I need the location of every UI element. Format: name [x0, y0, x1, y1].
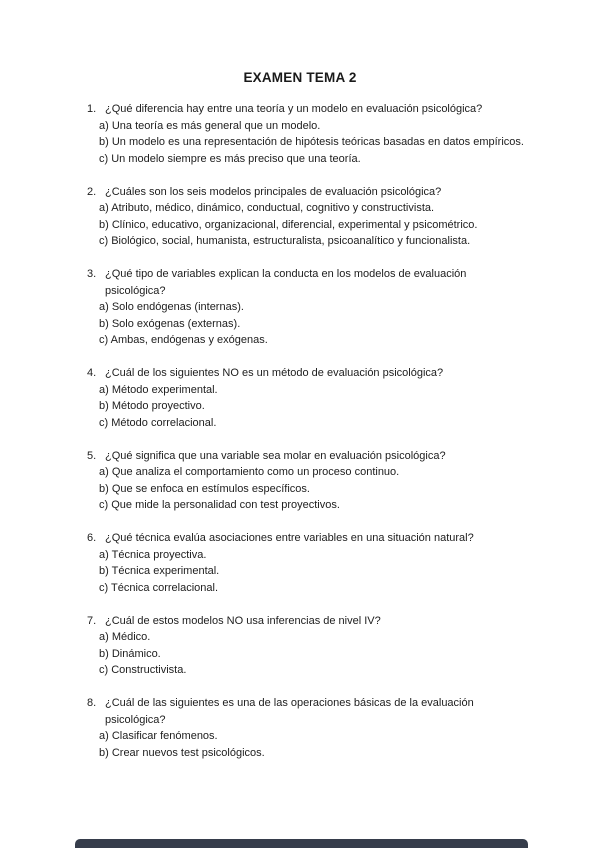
question-row: [87, 266, 525, 299]
question-text: ¿Cuál de las siguientes es una de las operaciones básicas de la evaluación psicológica?: [105, 697, 474, 726]
question-text: ¿Cuál de los siguientes NO es un método de evaluación psicológica?: [105, 367, 444, 379]
answer-option: c) Técnica correlacional.: [99, 581, 219, 594]
question-text: ¿Qué diferencia hay entre una teoría y un modelo en evaluación psicológica?: [105, 103, 483, 115]
question-number: 8.: [87, 697, 97, 709]
question-block: [87, 365, 525, 431]
question-block: [87, 184, 525, 250]
answer-option: a) Una teoría es más general que un modelo.: [99, 119, 321, 132]
questions-list: [87, 101, 525, 778]
question-block: [87, 266, 525, 349]
answer-option: a) Solo endógenas (internas).: [99, 301, 244, 313]
question-row: [87, 448, 525, 465]
answer-option: b) Crear nuevos test psicológicos.: [99, 746, 265, 759]
question-row: [87, 365, 525, 382]
question-block: [87, 613, 525, 679]
question-text: ¿Cuáles son los seis modelos principales de evaluación psicológica?: [105, 185, 442, 198]
answer-option: b) Solo exógenas (externas).: [99, 317, 241, 330]
question-text: ¿Cuál de estos modelos NO usa inferencias de nivel IV?: [105, 614, 381, 627]
question-block: [87, 530, 525, 596]
bottom-toolbar[interactable]: [75, 839, 528, 848]
answer-option: b) Que se enfoca en estímulos específicos.: [99, 482, 310, 495]
answer-option: b) Un modelo es una representación de hipótesis teóricas basadas en datos empíricos.: [99, 136, 524, 148]
question-number: 4.: [87, 367, 97, 379]
answer-option: c) Método correlacional.: [99, 416, 217, 429]
question-number: 1.: [87, 103, 97, 115]
answer-option: a) Método experimental.: [99, 383, 218, 396]
answer-option: c) Que mide la personalidad con test proyectivos.: [99, 499, 340, 511]
answer-option: a) Que analiza el comportamiento como un proceso continuo.: [99, 466, 400, 478]
question-row: [87, 613, 525, 630]
answer-option: b) Técnica experimental.: [99, 565, 220, 577]
question-block: [87, 448, 525, 514]
answer-option: a) Técnica proyectiva.: [99, 548, 207, 561]
answer-option: b) Método proyectivo.: [99, 400, 205, 412]
question-block: [87, 101, 525, 167]
answer-option: c) Ambas, endógenas y exógenas.: [99, 334, 268, 346]
question-text: ¿Qué tipo de variables explican la conducta en los modelos de evaluación psicológica?: [105, 268, 467, 297]
question-number: 3.: [87, 268, 97, 280]
question-row: [87, 184, 525, 201]
question-number: 7.: [87, 614, 97, 627]
answer-option: b) Dinámico.: [99, 647, 161, 660]
answer-option: a) Atributo, médico, dinámico, conductual, cognitivo y constructivista.: [99, 202, 435, 214]
question-number: 5.: [87, 449, 97, 462]
page-title: EXAMEN TEMA 2: [243, 70, 357, 85]
question-row: [87, 530, 525, 547]
question-number: 2.: [87, 185, 97, 198]
answer-option: c) Constructivista.: [99, 664, 187, 676]
answer-option: b) Clínico, educativo, organizacional, diferencial, experimental y psicométrico.: [99, 218, 478, 231]
question-number: 6.: [87, 532, 97, 544]
question-row: [87, 695, 525, 728]
question-block: [87, 695, 525, 761]
question-text: ¿Qué técnica evalúa asociaciones entre variables en una situación natural?: [105, 532, 474, 544]
answer-option: a) Médico.: [99, 631, 151, 643]
question-text: ¿Qué significa que una variable sea molar en evaluación psicológica?: [105, 449, 446, 462]
answer-option: a) Clasificar fenómenos.: [99, 730, 218, 742]
question-row: [87, 101, 525, 118]
answer-option: c) Biológico, social, humanista, estructuralista, psicoanalítico y funcionalista.: [99, 235, 471, 247]
answer-option: c) Un modelo siempre es más preciso que una teoría.: [99, 152, 361, 165]
